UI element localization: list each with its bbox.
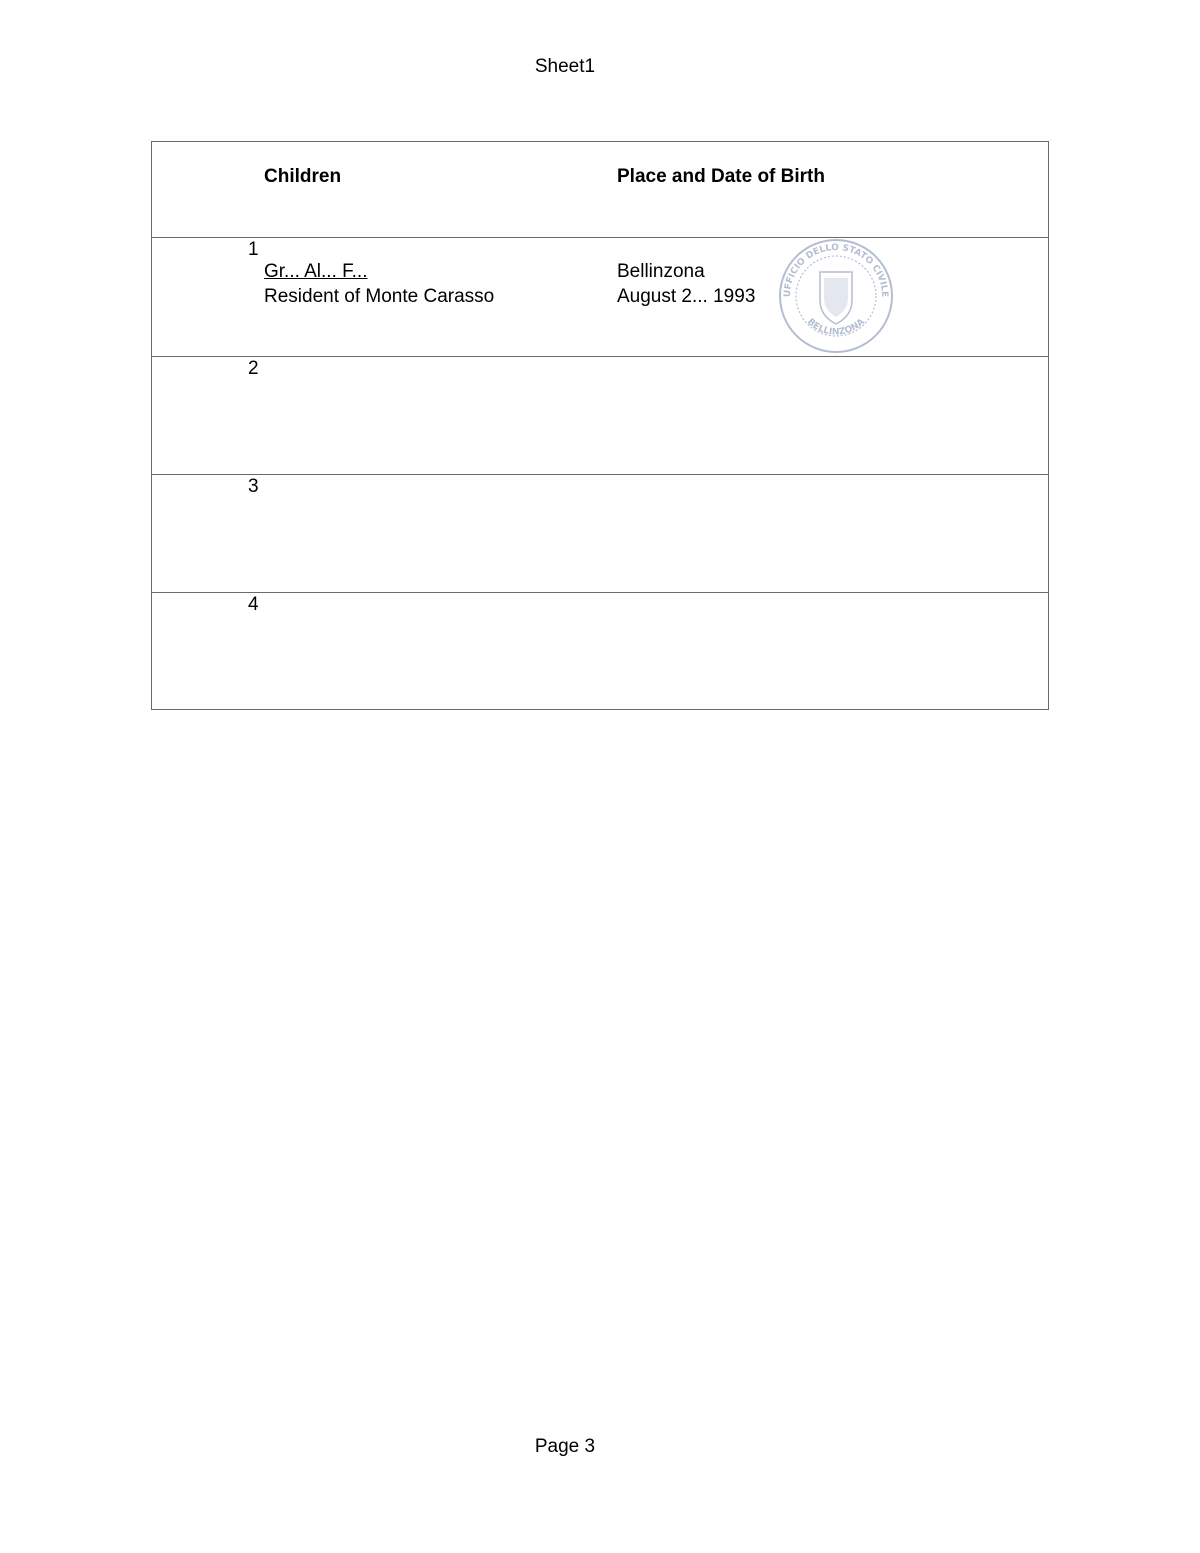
page-number: Page 3 xyxy=(534,1436,596,1457)
birth-date: August 2... 1993 xyxy=(617,286,756,307)
stamp-text-bottom: BELLINZONA xyxy=(805,317,867,338)
sheet-title: Sheet1 xyxy=(534,56,596,77)
official-stamp xyxy=(776,238,896,354)
table-row xyxy=(152,237,1048,357)
birth-place: Bellinzona xyxy=(617,261,705,282)
stamp-text-top: UFFICIO DELLO STATO CIVILE xyxy=(782,242,890,298)
child-name: Gr... Al... F... xyxy=(264,261,368,282)
child-residence: Resident of Monte Carasso xyxy=(264,286,495,307)
row-number: 3 xyxy=(248,476,259,497)
table-row xyxy=(152,356,1048,475)
table-row xyxy=(152,592,1048,709)
row-number: 4 xyxy=(248,594,259,615)
row-number: 1 xyxy=(248,239,259,260)
svg-text:BELLINZONA xyxy=(805,317,867,337)
column-header-children: Children xyxy=(264,166,342,187)
column-header-place-date: Place and Date of Birth xyxy=(617,166,825,187)
children-table xyxy=(151,141,1049,710)
row-number: 2 xyxy=(248,358,259,379)
table-row xyxy=(152,474,1048,593)
table-header-row xyxy=(152,142,1048,238)
